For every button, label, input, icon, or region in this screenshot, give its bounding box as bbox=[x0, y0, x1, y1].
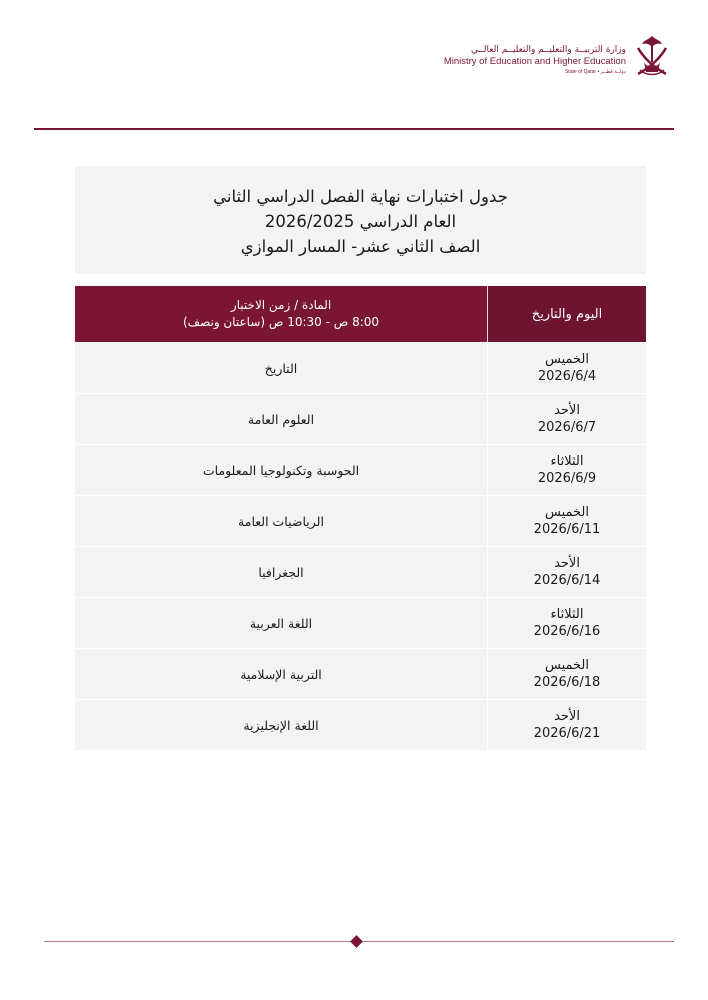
day-name: الخميس bbox=[545, 658, 589, 673]
date-cell bbox=[488, 547, 646, 597]
day-name: الأحد bbox=[554, 556, 580, 571]
footer-diamond-icon bbox=[350, 935, 363, 948]
date-cell bbox=[488, 496, 646, 546]
table-row bbox=[75, 495, 646, 546]
subject-cell: اللغة الإنجليزية bbox=[75, 700, 488, 750]
subject-cell: التربية الإسلامية bbox=[75, 649, 488, 699]
date-cell bbox=[488, 394, 646, 444]
exam-date: 2026/6/16 bbox=[533, 624, 601, 639]
table-row bbox=[75, 699, 646, 750]
column-header-date: اليوم والتاريخ bbox=[488, 286, 646, 342]
table-row bbox=[75, 597, 646, 648]
state-of-qatar: State of Qatar • دولــة قطــر bbox=[564, 69, 626, 75]
date-cell bbox=[488, 343, 646, 393]
subject-cell: العلوم العامة bbox=[75, 394, 488, 444]
exam-date: 2026/6/7 bbox=[537, 420, 597, 435]
ministry-name-arabic: وزارة التربيــة والتعليــم والتعليــم العالــي bbox=[471, 45, 626, 55]
day-name: الخميس bbox=[545, 352, 589, 367]
table-header bbox=[75, 286, 646, 342]
subject-cell: الجغرافيا bbox=[75, 547, 488, 597]
header-divider bbox=[34, 128, 674, 130]
table-row bbox=[75, 546, 646, 597]
grade-track: الصف الثاني عشر- المسار الموازي bbox=[240, 237, 481, 256]
table-row bbox=[75, 444, 646, 495]
exam-date: 2026/6/4 bbox=[537, 369, 597, 384]
exam-schedule-table bbox=[75, 286, 646, 750]
exam-date: 2026/6/14 bbox=[533, 573, 601, 588]
ministry-name-english: Ministry of Education and Higher Education bbox=[443, 56, 626, 67]
subject-cell: الرياضيات العامة bbox=[75, 496, 488, 546]
date-cell bbox=[488, 598, 646, 648]
subject-cell: اللغة العربية bbox=[75, 598, 488, 648]
column-header-exam-time: 8:00 ص - 10:30 ص (ساعتان ونصف) bbox=[182, 315, 380, 329]
day-name: الأحد bbox=[554, 403, 580, 418]
table-body bbox=[75, 342, 646, 750]
day-name: الأحد bbox=[554, 709, 580, 724]
day-name: الثلاثاء bbox=[550, 607, 584, 622]
qatar-emblem-icon bbox=[630, 32, 674, 80]
date-cell bbox=[488, 445, 646, 495]
column-header-subject-title: المادة / زمن الاختبار bbox=[230, 298, 332, 312]
table-row bbox=[75, 648, 646, 699]
subject-cell: الحوسبة وتكنولوجيا المعلومات bbox=[75, 445, 488, 495]
exam-date: 2026/6/9 bbox=[537, 471, 597, 486]
table-row bbox=[75, 342, 646, 393]
schedule-title-box bbox=[75, 166, 646, 274]
ministry-logo-text bbox=[444, 44, 626, 76]
exam-date: 2026/6/11 bbox=[533, 522, 601, 537]
date-cell bbox=[488, 649, 646, 699]
date-cell bbox=[488, 700, 646, 750]
subject-cell: التاريخ bbox=[75, 343, 488, 393]
table-row bbox=[75, 393, 646, 444]
academic-year: العام الدراسي 2026/2025 bbox=[264, 212, 457, 231]
column-header-subject bbox=[75, 286, 488, 342]
exam-date: 2026/6/18 bbox=[533, 675, 601, 690]
exam-date: 2026/6/21 bbox=[533, 726, 601, 741]
schedule-title: جدول اختبارات نهاية الفصل الدراسي الثاني bbox=[213, 187, 508, 206]
page-header bbox=[0, 30, 708, 100]
day-name: الثلاثاء bbox=[550, 454, 584, 469]
day-name: الخميس bbox=[545, 505, 589, 520]
